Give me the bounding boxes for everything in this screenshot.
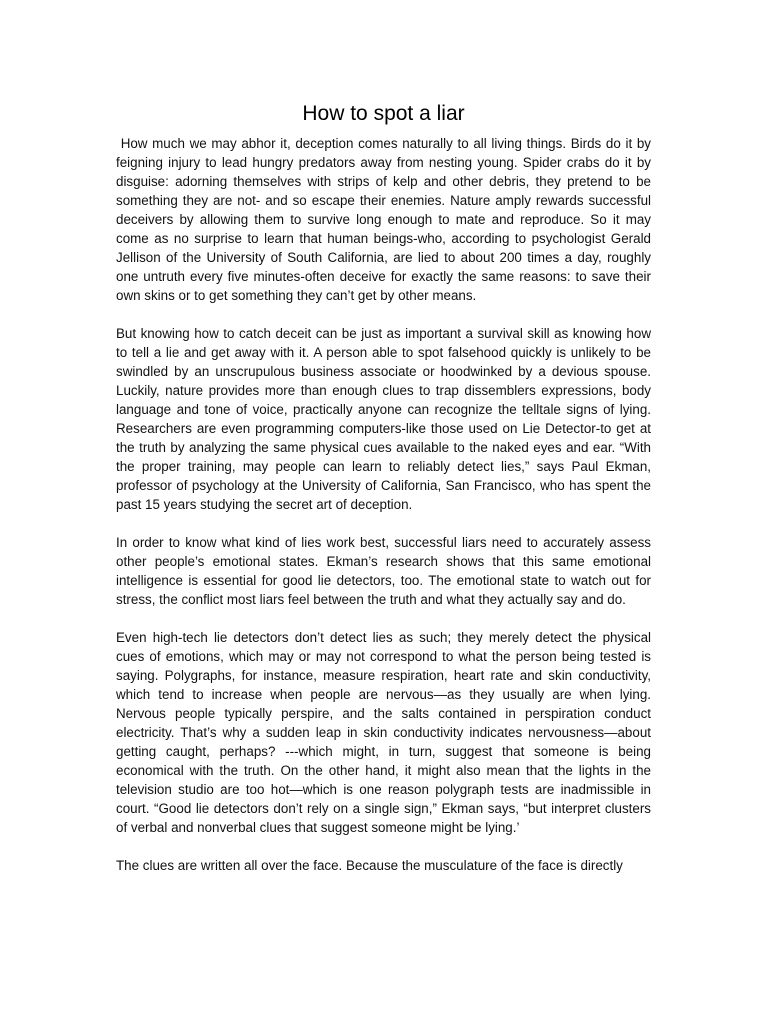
paragraph-3: In order to know what kind of lies work best, successful liars need to accurately assess other people’s emotional states. Ekman’s research shows that this same emotional intelligence is essential for good lie detectors, too. The emotional state to watch out for stress, the conflict most liars feel between the truth and what they actually say and do. — [116, 535, 651, 607]
paragraph-5: The clues are written all over the face. Because the musculature of the face is directly — [116, 858, 623, 873]
document-page — [116, 100, 655, 875]
paragraph-1: How much we may abhor it, deception comes naturally to all living things. Birds do it by feigning injury to lead hungry predators away from nesting young. Spider crabs do it by disguise: adorning themselves with strips of kelp and other debris, they pretend to be something they are not- and so escape their enemies. Nature amply rewards successful deceivers by allowing them to survive long enough to mate and reproduce. So it may come as no surprise to learn that human beings-who, according to psychologist Gerald Jellison of the University of South California, are lied to about 200 times a day, roughly one untruth every five minutes-often deceive for exactly the same reasons: to save their own skins or to get something they can’t get by other means. — [116, 136, 655, 303]
paragraph-2: But knowing how to catch deceit can be just as important a survival skill as knowing how to tell a lie and get away with it. A person able to spot falsehood quickly is unlikely to be swindled by an unscrupulous business associate or hoodwinked by a devious spouse. Luckily, nature provides more than enough clues to trap dissemblers expressions, body language and tone of voice, practically anyone can recognize the telltale signs of lying. Researchers are even programming computers-like those used on Lie Detector-to get at the truth by analyzing the same physical cues available to the naked eyes and ear. “With the proper training, may people can learn to reliably detect lies,” says Paul Ekman, professor of psychology at the University of California, San Francisco, who has spent the past 15 years studying the secret art of deception. — [116, 326, 651, 512]
paragraph-4: Even high-tech lie detectors don’t detect lies as such; they merely detect the physical cues of emotions, which may or may not correspond to what the person being tested is saying. Polygraphs, for instance, measure respiration, heart rate and skin conductivity, which tend to increase when people are nervous—as they usually are when lying. Nervous people typically perspire, and the salts contained in perspiration conduct electricity. That’s why a sudden leap in skin conductivity indicates nervousness—about getting caught, perhaps? ---which might, in turn, suggest that someone is being economical with the truth. On the other hand, it might also mean that the lights in the television studio are too hot—which is one reason polygraph tests are inadmissible in court. “Good lie detectors don’t rely on a single sign,” Ekman says, “but interpret clusters of verbal and nonverbal clues that suggest someone might be lying.’ — [116, 630, 651, 835]
document-title: How to spot a liar — [302, 102, 465, 125]
